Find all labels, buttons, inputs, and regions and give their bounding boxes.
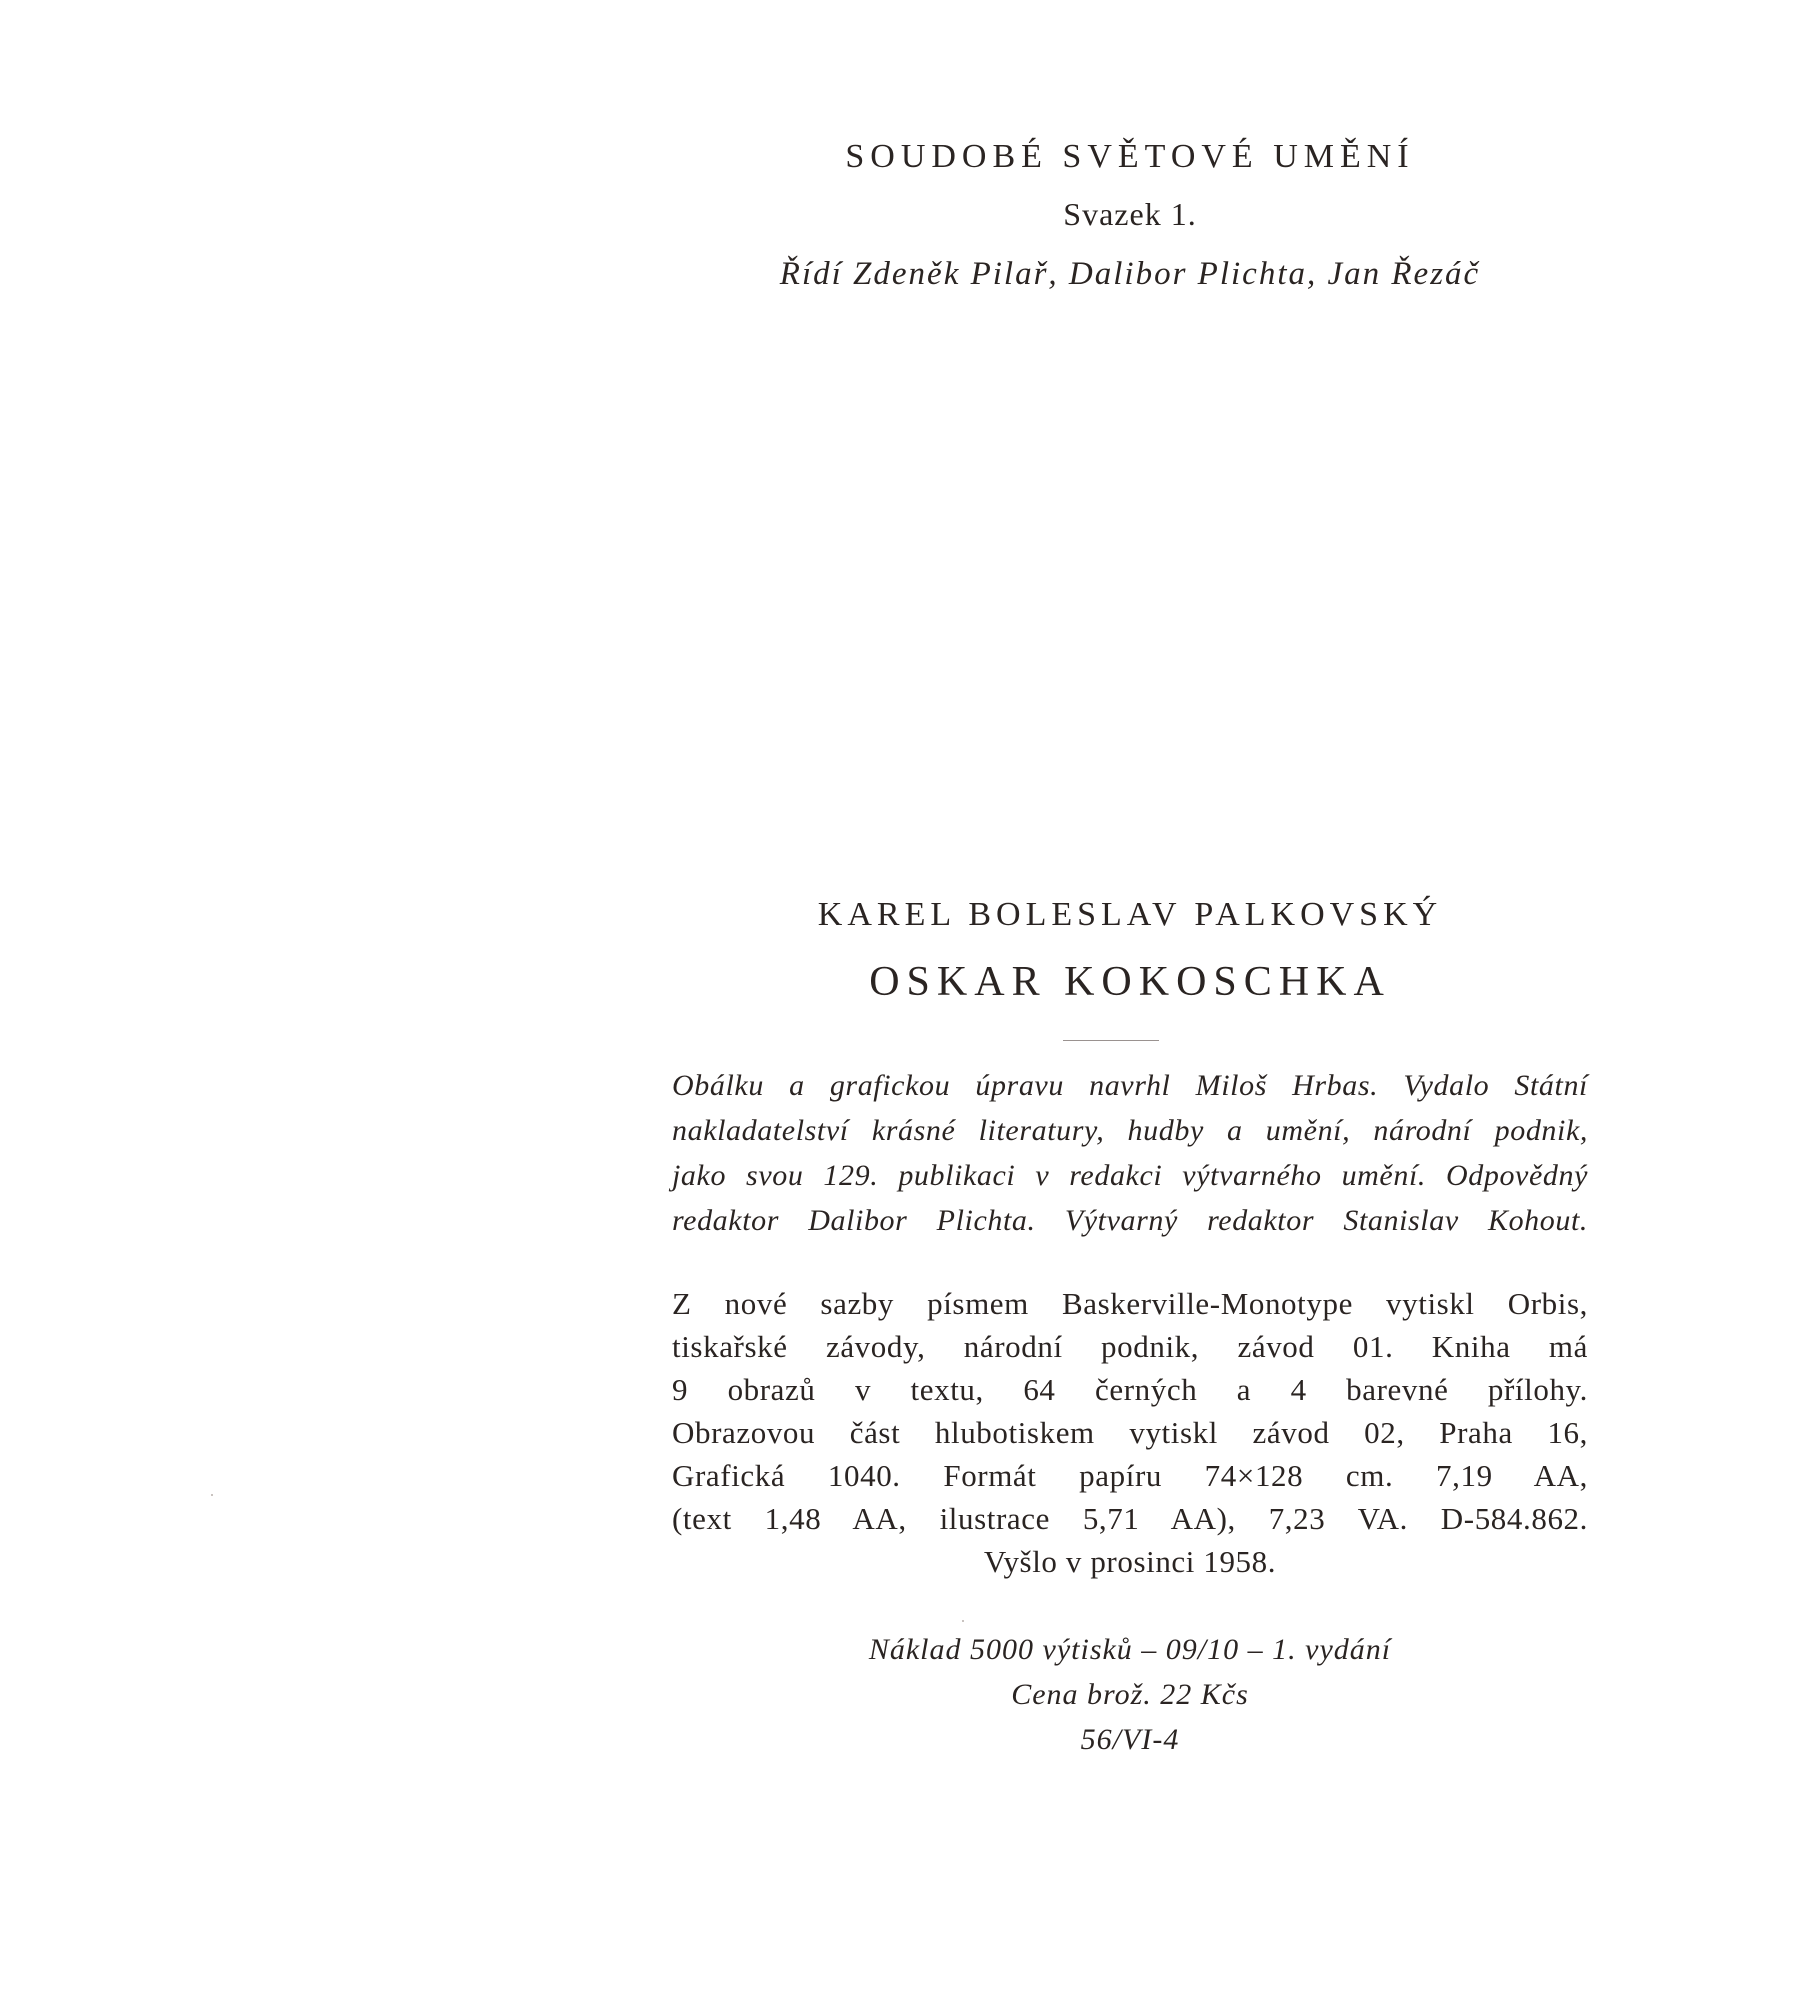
- printing-details-line: (text 1,48 AA, ilustrace 5,71 AA), 7,23 VA. D-584.862.: [672, 1501, 1588, 1536]
- series-editors: Řídí Zdeněk Pilař, Dalibor Plichta, Jan Řezáč: [779, 256, 1481, 292]
- printing-details: [672, 1282, 1588, 1583]
- paper-speck: [211, 1494, 213, 1496]
- book-author: KAREL BOLESLAV PALKOVSKÝ: [817, 896, 1443, 933]
- print-run: Náklad 5000 výtisků – 09/10 – 1. vydání: [868, 1633, 1392, 1666]
- publication-date: Vyšlo v prosinci 1958.: [983, 1544, 1277, 1579]
- series-title: SOUDOBÉ SVĚTOVÉ UMĚNÍ: [845, 138, 1415, 175]
- series-volume: Svazek 1.: [1063, 196, 1197, 232]
- publisher-credits-line: redaktor Dalibor Plichta. Výtvarný redaktor Stanislav Kohout.: [672, 1204, 1588, 1237]
- printing-details-line: Z nové sazby písmem Baskerville-Monotype vytiskl Orbis,: [672, 1286, 1588, 1321]
- printing-details-line: tiskařské závody, národní podnik, závod 01. Kniha má: [672, 1329, 1588, 1364]
- publisher-credits-line: jako svou 129. publikaci v redakci výtvarného umění. Odpovědný: [672, 1159, 1588, 1192]
- price: Cena brož. 22 Kčs: [1011, 1678, 1249, 1711]
- divider-rule: [1063, 1040, 1159, 1041]
- publisher-credits-line: Obálku a grafickou úpravu navrhl Miloš Hrbas. Vydalo Státní: [672, 1069, 1588, 1102]
- publisher-credits-line: nakladatelství krásné literatury, hudby a umění, národní podnik,: [672, 1114, 1588, 1147]
- book-title: OSKAR KOKOSCHKA: [869, 959, 1391, 1005]
- printing-details-line: Grafická 1040. Formát papíru 74×128 cm. 7,19 AA,: [672, 1458, 1588, 1493]
- printing-details-line: Obrazovou část hlubotiskem vytiskl závod 02, Praha 16,: [672, 1415, 1588, 1450]
- catalog-code: 56/VI-4: [1080, 1723, 1180, 1756]
- paper-speck: [962, 1620, 964, 1622]
- publisher-credits: [672, 1063, 1588, 1243]
- printing-details-line: 9 obrazů v textu, 64 černých a 4 barevné přílohy.: [672, 1372, 1588, 1407]
